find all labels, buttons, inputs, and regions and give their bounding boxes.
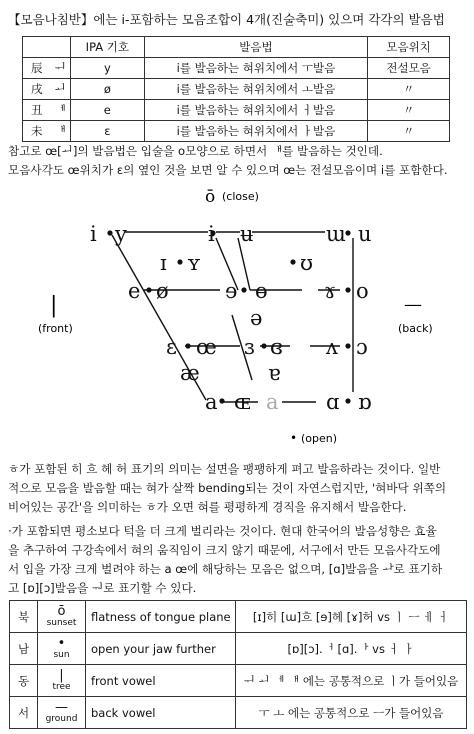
vowel-dot xyxy=(219,398,224,403)
open-symbol: • xyxy=(290,431,298,445)
close-symbol: ō xyxy=(205,187,216,207)
position-cell: 〃 xyxy=(368,121,450,142)
ground-glyph: — xyxy=(55,700,68,715)
ipa-cell: e xyxy=(70,100,144,121)
english-cell: back vowel xyxy=(86,697,236,729)
vowel-ae: æ xyxy=(180,361,200,385)
vowel-barred-i: ɨ xyxy=(208,222,215,246)
vowel-chart xyxy=(0,180,474,455)
example-cell: [ɪ]히 [ɯ]흐 [ɘ]헤 [ɤ]허 vs ㅣ ㅡ ㅔ ㅓ xyxy=(236,601,467,633)
symbol-cell xyxy=(38,697,86,729)
front-label: (front) xyxy=(38,322,73,335)
method-cell: i를 발음하는 혀위치에서 ㅓ발음 xyxy=(144,100,367,121)
table-row xyxy=(23,121,450,142)
table-row xyxy=(23,100,450,121)
vowel-turned-a: ɐ xyxy=(268,361,281,385)
direction-cell: 북 xyxy=(10,601,38,633)
vowel-epsilon: ɛ xyxy=(166,335,177,359)
note-paragraph xyxy=(8,142,468,180)
english-cell: open your jaw further xyxy=(86,633,236,665)
back-symbol: — xyxy=(404,294,422,315)
method-cell: i를 발음하는 혀위치에서 ㅗ발음 xyxy=(144,79,367,100)
vowel-e: e xyxy=(128,279,141,303)
position-cell: 〃 xyxy=(368,79,450,100)
paragraph-line: ·가 포함되면 평소보다 턱을 더 크게 벌리라는 것이다. 현대 한국어의 발음성향은 효율 xyxy=(8,524,437,538)
vowel-dots xyxy=(107,230,350,403)
vowel-turned-v: ʌ xyxy=(326,335,338,359)
hanja-cell: 辰 xyxy=(23,58,51,79)
position-cell: 〃 xyxy=(368,100,450,121)
table-header-ipa: IPA 기호 xyxy=(70,37,144,58)
ipa-cell: y xyxy=(70,58,144,79)
table-row xyxy=(10,665,467,697)
open-label: (open) xyxy=(301,432,338,445)
vowel-barred-o: ɵ xyxy=(255,279,268,303)
direction-cell: 남 xyxy=(10,633,38,665)
table-row xyxy=(23,79,450,100)
vowel-alpha: ɑ xyxy=(326,390,340,414)
hangul-cell: ᅱ xyxy=(50,58,70,79)
hangul-cell: ᅢ xyxy=(50,121,70,142)
method-cell: i를 발음하는 혀위치에서 ㅏ발음 xyxy=(144,121,367,142)
symbol-name: tree xyxy=(52,682,71,692)
table-row xyxy=(10,601,467,633)
note-line: 모음사각도 œ위치가 ɛ의 옆인 것을 보면 알 수 있으며 œ는 전설모음이며 i를 포함한다. xyxy=(8,163,448,177)
symbol-cell xyxy=(38,601,86,633)
table-row xyxy=(10,633,467,665)
front-symbol: | xyxy=(50,293,58,318)
vowel-i: i xyxy=(90,222,97,246)
vowel-rams-horn: ɤ xyxy=(324,279,336,303)
symbol-name: ground xyxy=(45,714,78,724)
dot-explanation-paragraph xyxy=(8,522,468,598)
table-header-empty xyxy=(23,37,71,58)
vowel-reversed-epsilon: ɜ xyxy=(244,335,255,359)
example-cell: ㅜ ㅗ 에는 공통적으로 ㅡ가 들어있음 xyxy=(236,697,467,729)
paragraph-line: 을 추구하여 구강속에서 혀의 움직임이 크지 않기 때문에, 서구에서 만든 모음사각도에 xyxy=(8,543,441,557)
paragraph-line: 서 입을 가장 크게 벌려야 하는 a œ에 해당하는 모음은 없으며, [ɑ]발음을 ᅪ로 표기하 xyxy=(8,562,443,576)
note-line: 참고로 œ[ᅬ]의 발음법은 입술을 o모양으로 하면서 ᅢ를 발음하는 것인데. xyxy=(8,144,383,158)
english-cell: flatness of tongue plane xyxy=(86,601,236,633)
hangul-cell: ᅬ xyxy=(50,79,70,100)
vowel-a-grey: a xyxy=(266,390,279,414)
vowel-dot xyxy=(345,230,350,235)
vowel-o-slash: ø xyxy=(156,279,169,303)
hanja-cell: 丑 xyxy=(23,100,51,121)
close-label: (close) xyxy=(222,190,259,203)
vowel-oe: œ xyxy=(196,335,217,359)
sunset-glyph: ō xyxy=(57,604,66,619)
paragraph-line: ㅎ가 포함된 히 흐 헤 허 표기의 의미는 설면을 팽팽하게 펴고 발음하라는 것이다. 일반 xyxy=(8,462,441,476)
vowel-closed-reversed-epsilon: ɞ xyxy=(270,335,283,359)
vowel-symbols xyxy=(90,222,372,414)
hanja-cell: 未 xyxy=(23,121,51,142)
table-header-row xyxy=(23,37,450,58)
vowel-schwa: ə xyxy=(250,306,263,330)
vowel-chart-lines xyxy=(112,232,353,402)
hanja-cell: 戌 xyxy=(23,79,51,100)
vowel-open-oe: ɶ xyxy=(234,390,251,414)
vowel-small-i: ɪ xyxy=(160,251,167,275)
vowel-open-o: ɔ xyxy=(356,335,368,359)
vowel-dot xyxy=(177,259,182,264)
vowel-turned-m: ɯ xyxy=(326,222,346,246)
vowel-upsilon: ʊ xyxy=(300,251,314,275)
vowel-dot xyxy=(185,343,190,348)
vowel-dot xyxy=(345,343,350,348)
back-label: (back) xyxy=(398,322,433,335)
table-row xyxy=(23,58,450,79)
pronunciation-table xyxy=(22,36,450,142)
example-cell: [ɒ][ɔ].ᅥ [ɑ].ᅡ vs ㅓ ㅏ xyxy=(236,633,467,665)
vowel-o: o xyxy=(356,279,369,303)
english-cell: front vowel xyxy=(86,665,236,697)
vowel-y: y xyxy=(115,222,127,246)
vowel-dot xyxy=(107,230,112,235)
table-header-method: 발음법 xyxy=(144,37,367,58)
symbol-cell xyxy=(38,633,86,665)
symbol-name: sun xyxy=(53,650,70,660)
sun-glyph: • xyxy=(57,636,66,651)
vowel-turned-alpha: ɒ xyxy=(358,390,372,414)
paragraph-line: 고 [ɒ][ɔ]발음을 ᅯ로 표기할 수 있다. xyxy=(8,581,197,595)
hangul-cell: ᅦ xyxy=(50,100,70,121)
vowel-u: u xyxy=(358,222,372,246)
vowel-dot xyxy=(261,343,266,348)
vowel-barred-u: ʉ xyxy=(240,222,254,246)
direction-cell: 서 xyxy=(10,697,38,729)
vowel-a: a xyxy=(205,390,218,414)
direction-cell: 동 xyxy=(10,665,38,697)
vowel-dot xyxy=(290,259,295,264)
table-header-position: 모음위치 xyxy=(368,37,450,58)
method-cell: i를 발음하는 혀위치에서 ㅜ발음 xyxy=(144,58,367,79)
compass-table xyxy=(9,600,467,729)
table-row xyxy=(10,697,467,729)
vowel-dot xyxy=(146,287,151,292)
ipa-cell: ø xyxy=(70,79,144,100)
vowel-dot xyxy=(345,398,350,403)
ipa-cell: ɛ xyxy=(70,121,144,142)
paragraph-line: 적으로 모음을 발음할 때는 혀가 살짝 bending되는 것이 자연스럽지만, '혀바닥 위쪽의 xyxy=(8,481,447,495)
h-explanation-paragraph xyxy=(8,460,468,517)
vowel-small-y: ʏ xyxy=(187,251,201,275)
vowel-reversed-e: ɘ xyxy=(225,279,238,303)
vowel-dot xyxy=(241,287,246,292)
symbol-cell xyxy=(38,665,86,697)
vowel-dot xyxy=(345,287,350,292)
paragraph-line: 비어있는 공간'을 의미하는 ㅎ가 오면 혀를 평평하게 경직을 유지해서 발음한다. xyxy=(8,500,407,514)
symbol-name: sunset xyxy=(46,618,77,628)
tree-glyph: | xyxy=(59,668,64,683)
example-cell: ᅱ ᅬ ᅦ ᅢ 에는 공통적으로 ㅣ가 들어있음 xyxy=(236,665,467,697)
position-cell: 전설모음 xyxy=(368,58,450,79)
page-heading: 【모음나침반】에는 i-포함하는 모음조합이 4개(진술축미) 있으며 각각의 발음법 xyxy=(8,12,445,27)
